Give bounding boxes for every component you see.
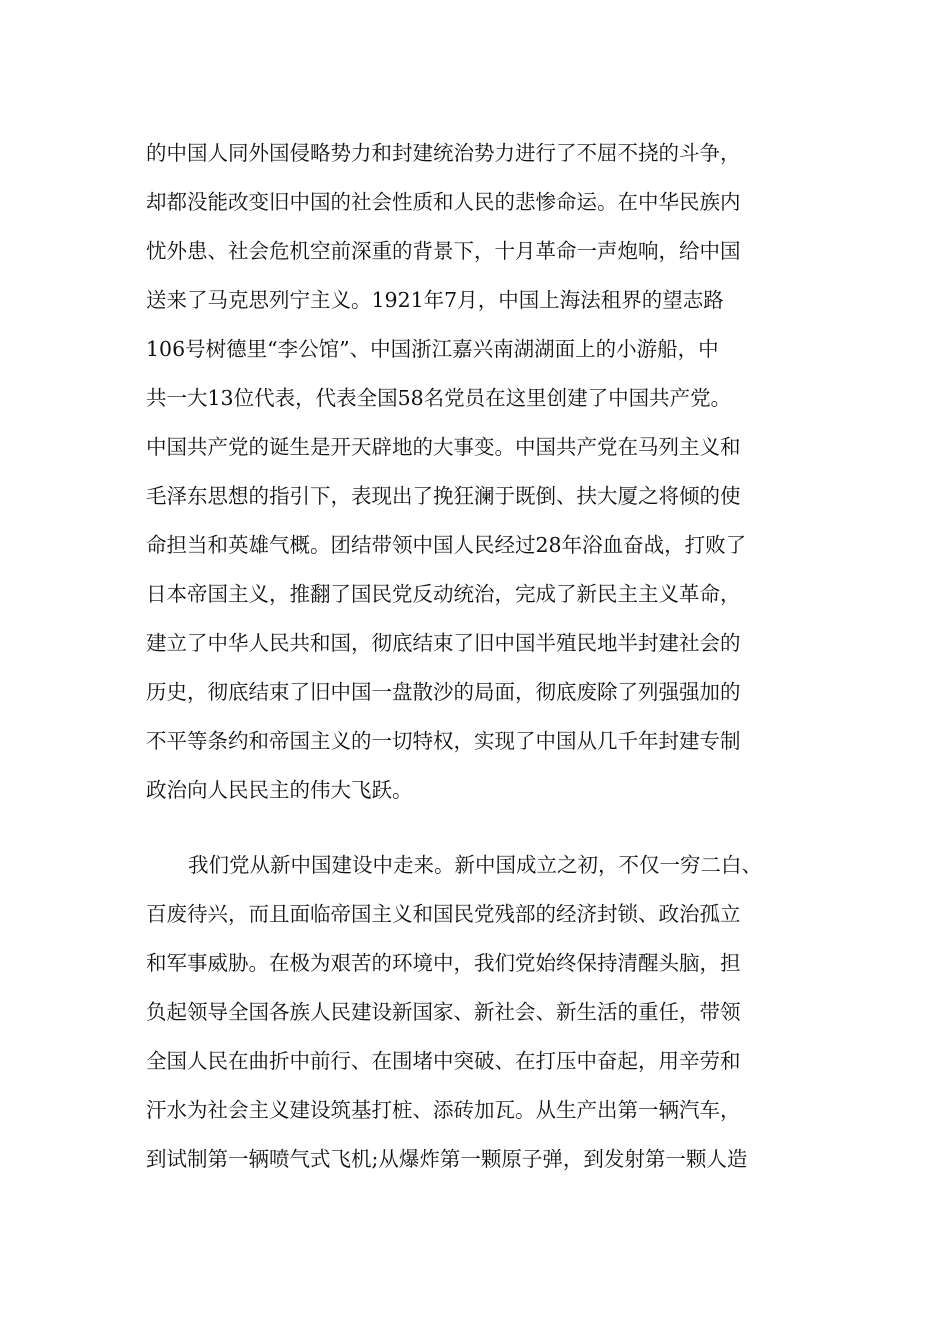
text-line: 中国共产党的诞生是开天辟地的大事变。中国共产党在马列主义和 [146,435,741,459]
text-line: 106号树德里“李公馆”、中国浙江嘉兴南湖湖面上的小游船，中 [146,337,719,361]
text-line: 忧外患、社会危机空前深重的背景下，十月革命一声炮响，给中国 [146,239,741,263]
text-line: 送来了马克思列宁主义。1921年7月，中国上海法租界的望志路 [146,288,724,312]
text-line: 百废待兴，而且面临帝国主义和国民党残部的经济封锁、政治孤立 [146,902,741,926]
text-line: 命担当和英雄气概。团结带领中国人民经过28年浴血奋战，打败了 [146,533,747,557]
paragraph-party-founding [146,129,826,815]
paragraph-new-china-construction [146,841,826,1184]
text-line: 毛泽东思想的指引下，表现出了挽狂澜于既倒、扶大厦之将倾的使 [146,484,741,508]
text-line: 历史，彻底结束了旧中国一盘散沙的局面，彻底废除了列强强加的 [146,680,741,704]
text-line: 到试制第一辆喷气式飞机;从爆炸第一颗原子弹，到发射第一颗人造 [146,1147,748,1171]
text-line: 负起领导全国各族人民建设新国家、新社会、新生活的重任，带领 [146,1000,741,1024]
text-line: 共一大13位代表，代表全国58名党员在这里创建了中国共产党。 [146,386,732,410]
text-line: 的中国人同外国侵略势力和封建统治势力进行了不屈不挠的斗争， [146,141,741,165]
text-line: 政治向人民民主的伟大飞跃。 [146,778,413,802]
text-line: 不平等条约和帝国主义的一切特权，实现了中国从几千年封建专制 [146,729,741,753]
text-line: 和军事威胁。在极为艰苦的环境中，我们党始终保持清醒头脑，担 [146,951,741,975]
text-line: 日本帝国主义，推翻了国民党反动统治，完成了新民主主义革命， [146,582,741,606]
text-line: 全国人民在曲折中前行、在围堵中突破、在打压中奋起，用辛劳和 [146,1049,741,1073]
text-line-indented: 我们党从新中国建设中走来。新中国成立之初，不仅一穷二白、 [188,853,762,877]
text-line: 建立了中华人民共和国，彻底结束了旧中国半殖民地半封建社会的 [146,631,741,655]
text-line: 汗水为社会主义建设筑基打桩、添砖加瓦。从生产出第一辆汽车， [146,1098,741,1122]
text-line: 却都没能改变旧中国的社会性质和人民的悲惨命运。在中华民族内 [146,190,741,214]
